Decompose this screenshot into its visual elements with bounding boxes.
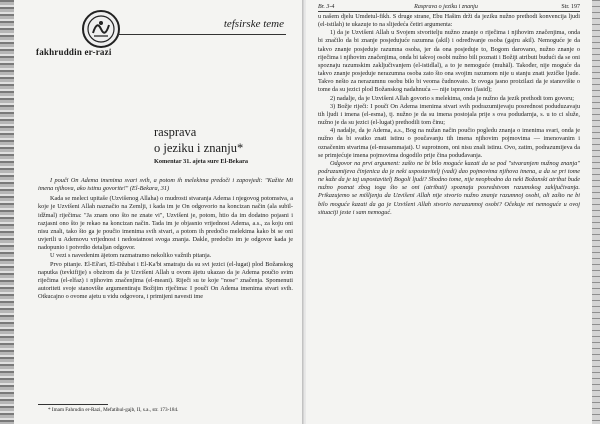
series-rule	[118, 34, 286, 35]
argument-2: 2) nadalje, da je Uzvišeni Allah govorio s melekima, onda je nužno da jezik prethodi tom govoru;	[330, 94, 575, 102]
article-title-block	[154, 124, 294, 165]
article-subtitle: Komentar 31. ajeta sure El-Bekara	[154, 158, 249, 165]
response-paragraph: Odgovor na prvi argument: zašto ne bi bilo moguće kazati da se pod "stvaranjem nužnog znanja" podrazumijeva činjenica da je neki uspostavitelj (vadi) dao pojmovima njihova imena, a da se pri tome ne kaže da je taj uspostavitelj Bogoli ljudi? Shodno tome, nije neophodno da neki Božanski atribut bude nužno poznat zbog toga što se oni (atributi) spoznaju posredstvom razumskog zaključivanja. Prikazujemo se mišljenju da Uzvišeni Allah nije stvorio nužno znanje razumnoj osobi, ali zašto ne bi bilo moguće kazati da ga je Uzvišeni Allah stvorio nerazumnoj osobi? Očekuje mi nemoguće u ovoj situaciji jeste i sam nemoguć.	[318, 159, 580, 216]
left-page	[14, 0, 304, 424]
running-head-rule	[318, 11, 580, 12]
article-author: fakhruddin er-razi	[36, 47, 112, 57]
series-title: tefsirske teme	[223, 18, 284, 30]
left-body-text	[38, 177, 293, 301]
scanner-edge-right	[592, 0, 600, 424]
right-page	[306, 0, 592, 424]
body-paragraph: u našem djelu Umdetul-fikh. S druge strane, Ebu Hašim drži da jeziku nužno prethodi konvencija ljudi (el-istilah) te ukazuje to na slijedeća četiri argumenta:	[318, 13, 580, 29]
article-title-line-1: rasprava	[154, 125, 197, 139]
journal-logo-icon	[82, 10, 120, 48]
scanner-edge-left	[0, 0, 14, 424]
running-head-title: Rasprava o jeziku i znanju	[414, 4, 478, 10]
epigraph-verse: I poučī On Adema imenima svari svih, a potom ih melekima predoči i zapovjedi: "Kažite Mi imena njihova, ako istinu govorite!" (El-Bekara, 31)	[38, 177, 293, 193]
argument-1: 1) da je Uzvišeni Allah u Svojem stvoritelju nužno znanje o riječima i njihovim značenjima, onda bi značilo da bi znanje posjedujuće razumna (akil) i određivanje osoba (gajru akil). Nemoguće je da takvo znanje posjeduje razumna osoba, jer da ona posjeduje to, Bogom darovano, nužno znanje o riječima i njihovim značenjima, onda bi takvoj osobi nužno bili poznati i Božiji atributi budući da se oni spoznaju razumskim zaključivanjem (el-istidlal), a to je nemoguće (muhāl). Također, nije moguće da takvo znanje posjeduje nerazumna osoba zato što ona svojim razumom nije u stanju znati jezičke ljude. Takvo nešto za nerazumnu osobu bilo bi veoma čudnovato. Iz ovoga jasno proizilazi da je stanovište o tome da su jezici plod Božanskog nadahnuća — nije ispravno (fasid);	[318, 29, 580, 94]
body-paragraph: Kada se meleci upitaše (Uzvišenog Allaha) o mudrosti stvaranja Adema i njegovog potomstva, a koje je Uzvišeni Allah naznačio na Zemlji, i kada im je On odgovorio na koncizan način (ala subīl-idžmal) riječima: "Ja znam ono što ne znate vi", Uzvišeni je, potom, htio da im dodatno pojasni i razjasni ono što je rekao na koncizan način. Tada im je objasnio vrijednost Adema, a.s., za koju oni nisu znali, tako što ga je poučio imenima svih stvari, a potom ih predočio melekima kako bi se oni uvjerili u Ademovu vrijednost i nedostatnost svoga znanja. Dakle, predočio im je odgovor kada je nadopunio i potvrdio detaljan odgovor.	[38, 195, 293, 252]
body-paragraph: Prvo pitanje. El-Eš'ari, El-Džubai i El-Ka'bi smatraju da su svi jezici (el-lugat) plod Božanskog naputka (tevkifijje) s obzirom da je Uzvišeni Allah u ovom ājetu ukazao da je Adema poučio svim riječima (el-elfaz) i njihovim značenjima (el-meani). Riječi su te koje "nose" značenja. Spomenuti autoriteti svoje stanovište argumentiraju Božijim riječima: I poučī On Adema imenima stvari svih. Otkucajno o ovome ajetu u vidu odgovora, i primijeni navesti ime	[38, 260, 293, 301]
argument-4: 4) nadalje, da je Adema, a.s., Bog na nužan način poučio pogledu znanja o imenima svari, onda je nužno da bi svatko znati istinu o poučavanju tih imena njihovim pojmovima — imenovanim i označenim stvarima (el-musammajat). U suprotnom, oni nisu znali istinu. Ovo, zatim, podrazumijeva da se primjećuje imena pojmovima dogodilo prije čina poduđavanja.	[318, 127, 580, 159]
running-head-issue: Br. 3-4	[318, 4, 335, 10]
body-paragraph: U vezi s navedenim ājetom razmatramo nekoliko važnih pitanja.	[50, 252, 212, 260]
running-head-page-number: Str. 197	[561, 4, 580, 10]
footnote: * Imam Fahrudin er-Razi, Mefatihul-gajb, II, s.a., str. 173-184.	[48, 407, 179, 413]
argument-3: 3) Božje riječi: I poučī On Adema imenima stvari svih podrazumijevaju posrednost poduduzavaju tih ljudi i imena (el-esma), tj. nužno je da su imena postojala prije s ova podudarnja, s. u to ci služe, nužno je da su jezici (el-lugat) prethodili tom činu;	[318, 102, 580, 127]
right-body-text	[318, 13, 580, 217]
article-title-line-2: o jeziku i znanju*	[154, 141, 244, 155]
footnote-rule	[38, 404, 108, 405]
